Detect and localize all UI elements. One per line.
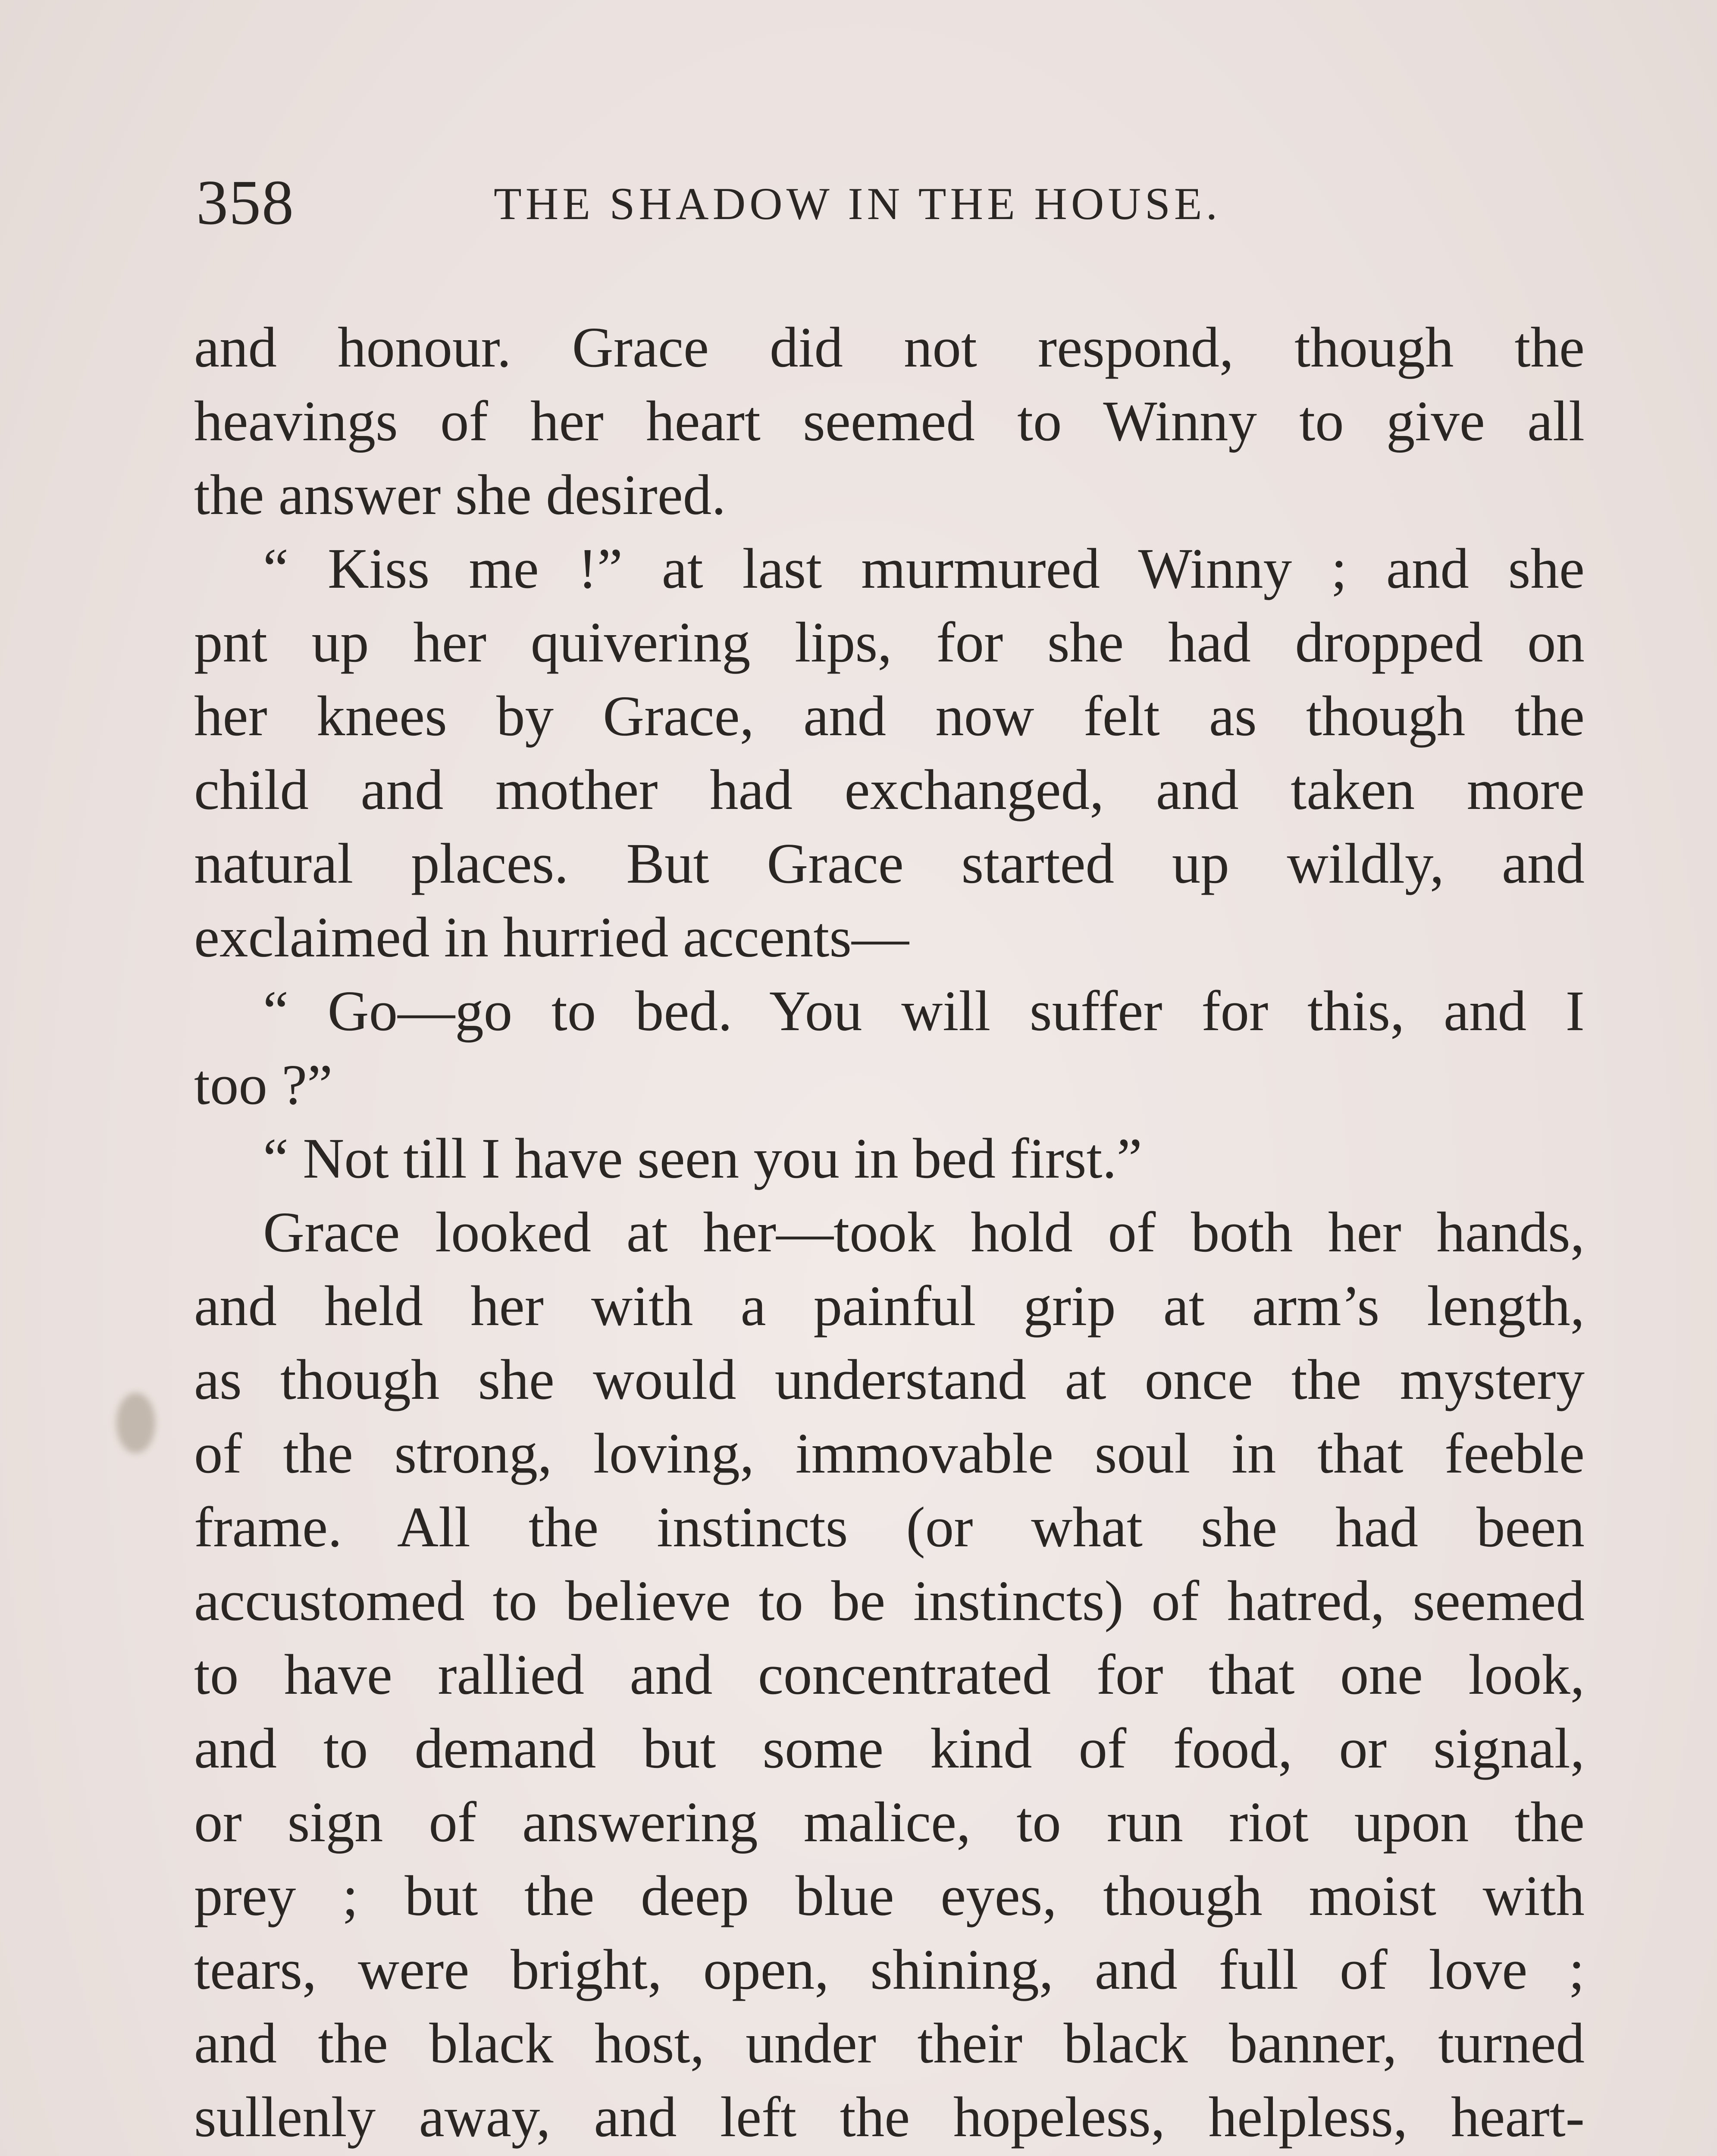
text-line: heavings of her heart seemed to Winny to give all (194, 389, 1585, 453)
running-title: THE SHADOW IN THE HOUSE. (494, 179, 1222, 229)
text-line: prey ; but the deep blue eyes, though moist with (194, 1864, 1585, 1927)
text-line: to have rallied and concentrated for that one look, (194, 1642, 1585, 1706)
text-line: “ Go—go to bed. You will suffer for this, and I (263, 979, 1585, 1043)
text-line: exclaimed in hurried accents— (194, 905, 909, 969)
text-line: and the black host, under their black banner, turned (194, 2011, 1585, 2075)
text-line: of the strong, loving, immovable soul in that feeble (194, 1421, 1585, 1485)
text-line (194, 2154, 1585, 2156)
text-line: natural places. But Grace started up wildly, and (194, 831, 1585, 895)
text-line: “ Kiss me !” at last murmured Winny ; and she (263, 536, 1585, 600)
text-line: sullenly away, and left the hopeless, helpless, heart- (194, 2085, 1585, 2149)
text-line: as though she would understand at once the mystery (194, 1348, 1585, 1411)
text-line: “ Not till I have seen you in bed first.” (263, 1126, 1142, 1190)
text-line: or sign of answering malice, to run riot upon the (194, 1790, 1585, 1854)
page-number: 358 (196, 167, 295, 238)
text-line: and held her with a painful grip at arm’s length, (194, 1274, 1585, 1338)
running-head (196, 164, 1593, 241)
text-line: frame. All the instincts (or what she had been (194, 1495, 1585, 1559)
text-line: too ?” (194, 1053, 333, 1116)
text-line: and to demand but some kind of food, or signal, (194, 1716, 1585, 1780)
text-line: pnt up her quivering lips, for she had dropped on (194, 610, 1585, 674)
text-line: her knees by Grace, and now felt as though the (194, 684, 1585, 748)
text-line: the answer she desired. (194, 463, 726, 526)
text-line: Grace looked at her—took hold of both her hands, (263, 1200, 1585, 1264)
text-line: accustomed to believe to be instincts) of hatred, seemed (194, 1569, 1585, 1633)
text-line: child and mother had exchanged, and taken more (194, 758, 1585, 821)
text-line: tears, were bright, open, shining, and full of love ; (194, 1937, 1585, 2001)
text-line: and honour. Grace did not respond, though the (194, 315, 1585, 379)
page-stain (116, 1393, 155, 1453)
text-body (194, 310, 1585, 2156)
